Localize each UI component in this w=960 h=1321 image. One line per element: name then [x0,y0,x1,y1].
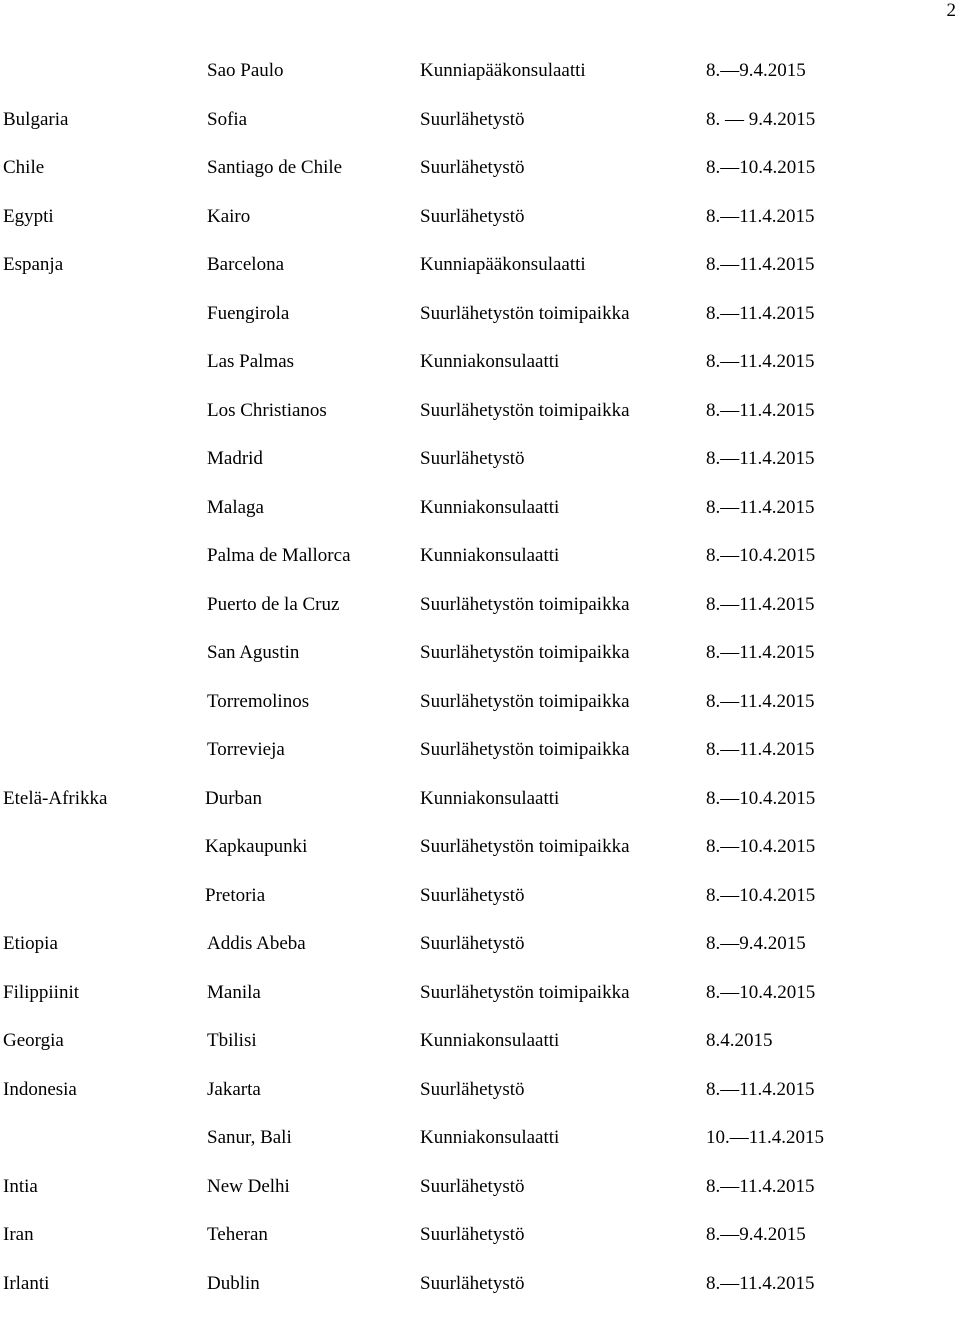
city-cell: Kairo [207,206,250,228]
mission-type-cell: Suurlähetystö [420,1273,525,1295]
city-cell: Sao Paulo [207,60,284,82]
list-row [0,691,960,740]
list-row [0,157,960,206]
mission-type-cell: Suurlähetystön toimipaikka [420,303,630,325]
mission-type-cell: Kunniapääkonsulaatti [420,60,586,82]
city-cell: Addis Abeba [207,933,306,955]
list-row [0,933,960,982]
country-cell: Indonesia [3,1079,77,1101]
list-row [0,739,960,788]
date-cell: 8.—10.4.2015 [706,836,815,858]
mission-type-cell: Suurlähetystö [420,157,525,179]
date-cell: 8.—11.4.2015 [706,303,815,325]
country-cell: Georgia [3,1030,64,1052]
city-cell: Torremolinos [207,691,309,713]
list-row [0,497,960,546]
mission-type-cell: Kunniakonsulaatti [420,788,559,810]
list-row [0,351,960,400]
list-row [0,206,960,255]
city-cell: San Agustin [207,642,299,664]
city-cell: Las Palmas [207,351,294,373]
mission-type-cell: Suurlähetystö [420,885,525,907]
date-cell: 8.—9.4.2015 [706,1224,806,1246]
city-cell: Puerto de la Cruz [207,594,339,616]
date-cell: 8.—10.4.2015 [706,982,815,1004]
city-cell: Jakarta [207,1079,261,1101]
city-cell: Manila [207,982,261,1004]
list-row [0,1176,960,1225]
city-cell: Kapkaupunki [205,836,307,858]
date-cell: 8.—11.4.2015 [706,642,815,664]
embassy-list [0,60,960,1321]
date-cell: 8.—11.4.2015 [706,497,815,519]
list-row [0,836,960,885]
city-cell: Santiago de Chile [207,157,342,179]
mission-type-cell: Suurlähetystön toimipaikka [420,642,630,664]
mission-type-cell: Kunniapääkonsulaatti [420,254,586,276]
list-row [0,1030,960,1079]
list-row [0,60,960,109]
date-cell: 8.—11.4.2015 [706,254,815,276]
date-cell: 8.—10.4.2015 [706,545,815,567]
date-cell: 8.—10.4.2015 [706,157,815,179]
list-row [0,303,960,352]
mission-type-cell: Suurlähetystön toimipaikka [420,982,630,1004]
list-row [0,254,960,303]
list-row [0,1224,960,1273]
country-cell: Etiopia [3,933,58,955]
date-cell: 8.—11.4.2015 [706,1176,815,1198]
date-cell: 10.—11.4.2015 [706,1127,824,1149]
city-cell: Pretoria [205,885,265,907]
list-row [0,982,960,1031]
mission-type-cell: Suurlähetystö [420,206,525,228]
list-row [0,448,960,497]
list-row [0,1079,960,1128]
city-cell: Malaga [207,497,264,519]
list-row [0,594,960,643]
country-cell: Filippiinit [3,982,79,1004]
city-cell: Dublin [207,1273,260,1295]
country-cell: Espanja [3,254,63,276]
date-cell: 8.—11.4.2015 [706,594,815,616]
list-row [0,642,960,691]
date-cell: 8.—9.4.2015 [706,60,806,82]
mission-type-cell: Suurlähetystön toimipaikka [420,594,630,616]
country-cell: Intia [3,1176,38,1198]
country-cell: Egypti [3,206,54,228]
mission-type-cell: Suurlähetystö [420,1176,525,1198]
mission-type-cell: Kunniakonsulaatti [420,351,559,373]
mission-type-cell: Suurlähetystö [420,109,525,131]
country-cell: Etelä-Afrikka [3,788,107,810]
date-cell: 8.—11.4.2015 [706,1079,815,1101]
date-cell: 8.—11.4.2015 [706,691,815,713]
mission-type-cell: Suurlähetystön toimipaikka [420,836,630,858]
city-cell: Barcelona [207,254,284,276]
city-cell: Sofia [207,109,247,131]
list-row [0,400,960,449]
city-cell: Sanur, Bali [207,1127,292,1149]
mission-type-cell: Suurlähetystö [420,448,525,470]
date-cell: 8.—11.4.2015 [706,739,815,761]
date-cell: 8.4.2015 [706,1030,773,1052]
city-cell: Durban [205,788,262,810]
date-cell: 8.—11.4.2015 [706,1273,815,1295]
list-row [0,545,960,594]
mission-type-cell: Kunniakonsulaatti [420,497,559,519]
date-cell: 8.—11.4.2015 [706,206,815,228]
list-row [0,1273,960,1321]
country-cell: Irlanti [3,1273,49,1295]
date-cell: 8.—10.4.2015 [706,788,815,810]
date-cell: 8.—11.4.2015 [706,448,815,470]
mission-type-cell: Kunniakonsulaatti [420,1030,559,1052]
city-cell: Teheran [207,1224,268,1246]
mission-type-cell: Suurlähetystö [420,1224,525,1246]
country-cell: Bulgaria [3,109,68,131]
city-cell: Fuengirola [207,303,289,325]
country-cell: Iran [3,1224,34,1246]
city-cell: Torrevieja [207,739,285,761]
date-cell: 8.—9.4.2015 [706,933,806,955]
mission-type-cell: Suurlähetystö [420,933,525,955]
date-cell: 8.—11.4.2015 [706,351,815,373]
list-row [0,788,960,837]
mission-type-cell: Kunniakonsulaatti [420,545,559,567]
mission-type-cell: Suurlähetystön toimipaikka [420,691,630,713]
city-cell: Los Christianos [207,400,327,422]
date-cell: 8. — 9.4.2015 [706,109,815,131]
date-cell: 8.—10.4.2015 [706,885,815,907]
list-row [0,109,960,158]
mission-type-cell: Kunniakonsulaatti [420,1127,559,1149]
date-cell: 8.—11.4.2015 [706,400,815,422]
page-number: 2 [947,0,957,22]
mission-type-cell: Suurlähetystön toimipaikka [420,400,630,422]
mission-type-cell: Suurlähetystön toimipaikka [420,739,630,761]
city-cell: Palma de Mallorca [207,545,351,567]
city-cell: Madrid [207,448,263,470]
mission-type-cell: Suurlähetystö [420,1079,525,1101]
list-row [0,885,960,934]
country-cell: Chile [3,157,44,179]
city-cell: Tbilisi [207,1030,257,1052]
city-cell: New Delhi [207,1176,290,1198]
list-row [0,1127,960,1176]
